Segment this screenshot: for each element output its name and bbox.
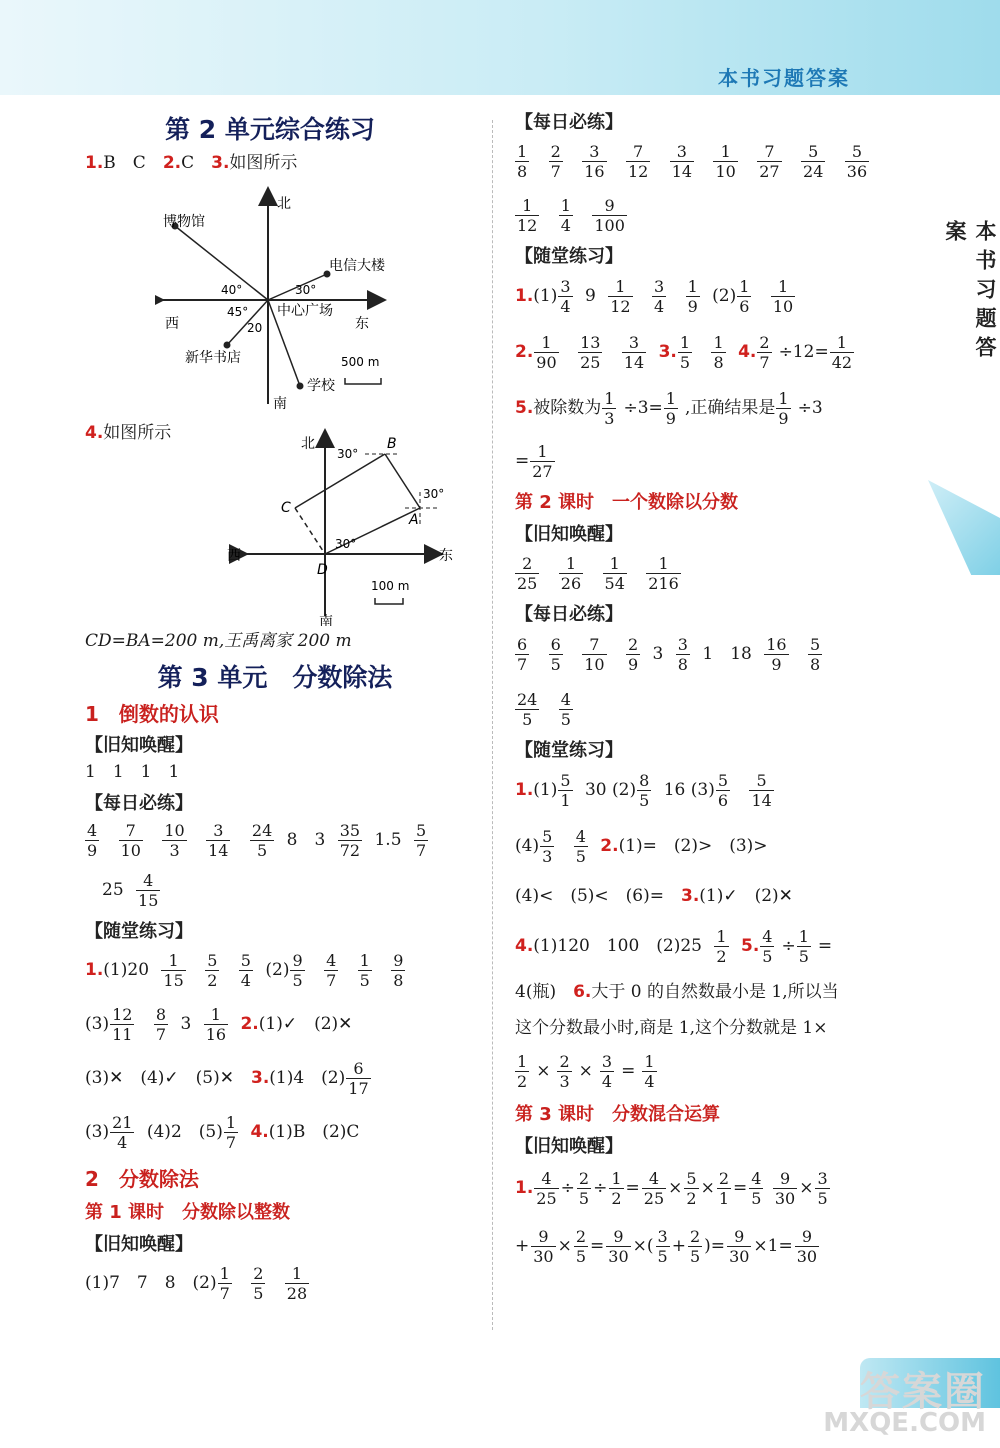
q-number: 5.: [741, 936, 760, 956]
fraction: $\frac{3}{14}$: [671, 142, 693, 181]
bookstore-point: [224, 342, 231, 349]
answer: ×: [578, 1061, 593, 1081]
fraction: $\frac{5}{24}$: [803, 142, 824, 181]
answer: +: [515, 1236, 530, 1256]
l2-daily-line2: [515, 682, 915, 736]
fraction: $\frac{1}{5}$: [359, 951, 370, 990]
answer: (1)= (2)> (3)>: [618, 836, 768, 856]
fraction: $\frac{1}{54}$: [604, 554, 625, 593]
s1-daily-line2: [85, 865, 485, 915]
answer: (3)✕ (4)✓ (5)✕: [85, 1068, 234, 1088]
answer: =: [625, 1178, 640, 1198]
fraction: $\frac{1}{2}$: [716, 927, 727, 966]
fraction: $\frac{3}{8}$: [677, 635, 688, 674]
fraction: $\frac{1}{16}$: [205, 1005, 227, 1044]
answer: 被除数为: [533, 398, 602, 418]
l2-class-line6: [515, 974, 915, 1010]
line-BA: [385, 454, 420, 508]
fraction: $\frac{7}{27}$: [759, 142, 780, 181]
page-header-band: [0, 0, 1000, 95]
l2-class-line1: [515, 762, 915, 818]
q-number: 1.: [515, 1178, 534, 1198]
q-number: 3.: [680, 886, 700, 906]
q-number: 3.: [658, 342, 677, 362]
fraction: $\frac{1}{2}$: [517, 1052, 528, 1091]
answer: (1): [533, 780, 558, 800]
fraction: $\frac{1}{216}$: [648, 554, 679, 593]
old-knowledge-label: 【旧知唤醒】: [515, 524, 623, 545]
fraction: $\frac{9}{30}$: [796, 1227, 818, 1266]
fraction: $\frac{5}{3}$: [542, 827, 553, 866]
answer: 25: [102, 880, 124, 900]
q-number: 2.: [515, 342, 534, 362]
q-number: 6.: [573, 982, 592, 1002]
s1-class-line3: [85, 1051, 485, 1105]
fraction: $\frac{5}{2}$: [686, 1169, 697, 1208]
answer: ×(: [632, 1236, 654, 1256]
fraction: $\frac{3}{14}$: [623, 333, 645, 372]
fraction: $\frac{9}{30}$: [729, 1227, 750, 1266]
answer: (4): [515, 836, 540, 856]
fraction: $\frac{2}{9}$: [627, 635, 639, 674]
fraction: $\frac{9}{30}$: [608, 1227, 629, 1266]
q-number: 4.: [515, 936, 534, 956]
point-A-label: A: [409, 512, 419, 528]
answer: ÷12=: [778, 342, 829, 362]
answer: =: [515, 451, 530, 471]
fraction: $\frac{1}{26}$: [560, 554, 582, 593]
l2-class-line7: 这个分数最小时,商是 1,这个分数就是 1×: [515, 1018, 828, 1038]
answer: 3: [314, 830, 326, 850]
answer: (2): [265, 960, 290, 980]
fraction: $\frac{1}{9}$: [778, 389, 789, 428]
answer: 4(瓶): [515, 982, 557, 1002]
fraction: $\frac{3}{5}$: [657, 1227, 668, 1266]
fraction: $\frac{5}{1}$: [560, 771, 571, 810]
fraction: $\frac{9}{100}$: [594, 196, 625, 235]
fraction: $\frac{24}{5}$: [517, 690, 538, 729]
fraction: $\frac{2}{5}$: [253, 1264, 264, 1303]
answer: =: [817, 936, 833, 956]
angle-label: 30°: [337, 447, 359, 461]
center-label: 中心广场: [277, 303, 333, 319]
cd-line: CD=BA=200 m,王禹离家 200 m: [85, 631, 352, 651]
answer: (2): [612, 780, 637, 800]
fraction: $\frac{2}{7}$: [759, 333, 770, 372]
fraction: $\frac{2}{5}$: [575, 1227, 587, 1266]
fraction: $\frac{3}{4}$: [653, 277, 665, 316]
answer: ×: [700, 1178, 715, 1198]
q-number: 1.: [85, 960, 104, 980]
answer: =: [733, 1178, 748, 1198]
fraction: $\frac{6}{17}$: [348, 1059, 369, 1098]
fraction: $\frac{1}{5}$: [679, 333, 691, 372]
fraction: $\frac{7}{12}$: [627, 142, 649, 181]
unit3-title: 第 3 单元 分数除法: [157, 663, 393, 692]
fraction: $\frac{1}{42}$: [831, 333, 853, 372]
section2-title: 2 分数除法: [85, 1167, 199, 1191]
old-knowledge-label: 【旧知唤醒】: [515, 1136, 623, 1157]
point-D-label: D: [317, 562, 328, 578]
answer: 1 18: [702, 644, 752, 664]
column-divider: [492, 120, 493, 1330]
answer: ,正确结果是: [684, 398, 776, 418]
fraction: $\frac{1}{10}$: [715, 142, 736, 181]
angle-20-label: 20: [247, 321, 263, 335]
fraction: $\frac{2}{3}$: [559, 1052, 570, 1091]
direction-diagram-2: [225, 426, 485, 626]
daily-practice-label: 【每日必练】: [85, 793, 193, 814]
fraction: $\frac{13}{25}$: [580, 333, 601, 372]
lesson2-title: 第 2 课时 一个数除以分数: [515, 492, 739, 513]
l2-daily-line1: [515, 626, 915, 682]
fraction: $\frac{3}{5}$: [817, 1169, 828, 1208]
fraction: $\frac{4}{9}$: [87, 821, 98, 860]
fraction: $\frac{21}{4}$: [112, 1113, 133, 1152]
north-label: 北: [277, 196, 291, 212]
watermark-url: MXQE.COM: [823, 1408, 986, 1438]
telecom-label: 电信大楼: [329, 258, 385, 274]
side-tab-label: 本书习题答案: [943, 220, 997, 365]
s1-daily-line1: [85, 815, 485, 865]
left-column: [85, 108, 485, 1310]
l2-class-line8: [515, 1046, 915, 1096]
right-column: [515, 108, 915, 1274]
fraction: $\frac{1}{12}$: [517, 196, 538, 235]
angle-30-label: 30°: [295, 283, 317, 297]
fraction: $\frac{5}{14}$: [751, 771, 772, 810]
l2-class-line4: [515, 918, 915, 974]
fraction: $\frac{9}{8}$: [393, 951, 404, 990]
fraction: $\frac{5}{2}$: [207, 951, 218, 990]
u2-answers-line: [85, 148, 485, 178]
q-number: 3.: [211, 153, 230, 173]
school-point: [297, 383, 304, 390]
fraction: $\frac{1}{27}$: [532, 442, 553, 481]
line-BC: [295, 454, 385, 508]
old-knowledge-label: 【旧知唤醒】: [85, 735, 193, 756]
fraction: $\frac{4}{5}$: [560, 690, 571, 729]
point-B-label: B: [387, 436, 397, 452]
answer: ÷: [781, 936, 796, 956]
answer: (1)✓ (2)✕: [699, 886, 793, 906]
class-practice-label: 【随堂练习】: [515, 740, 623, 761]
answer: B: [103, 153, 116, 173]
answer: 如图所示: [103, 423, 172, 443]
answer: ÷: [560, 1178, 575, 1198]
north-label: 北: [301, 436, 315, 452]
fraction: $\frac{5}{6}$: [717, 771, 729, 810]
s1-old-answers: 1 1 1 1: [85, 762, 180, 782]
scale-label: 100 m: [371, 579, 410, 593]
fraction: $\frac{8}{7}$: [155, 1005, 167, 1044]
answer: ×: [668, 1178, 683, 1198]
fraction: $\frac{5}{4}$: [240, 951, 251, 990]
r-class-line2: [515, 324, 915, 380]
angle-45-label: 45°: [227, 305, 249, 319]
fraction: $\frac{1}{8}$: [713, 333, 724, 372]
fraction: $\frac{1}{7}$: [219, 1264, 230, 1303]
class-practice-label: 【随堂练习】: [85, 921, 193, 942]
lesson3-title: 第 3 课时 分数混合运算: [515, 1104, 721, 1125]
angle-40-label: 40°: [221, 283, 243, 297]
lesson1-title: 第 1 课时 分数除以整数: [85, 1202, 291, 1223]
answer: (3): [690, 780, 715, 800]
point-C-label: C: [281, 500, 291, 516]
school-label: 学校: [307, 378, 335, 394]
fraction: $\frac{4}{25}$: [536, 1169, 557, 1208]
fraction: $\frac{9}{30}$: [774, 1169, 796, 1208]
scale-label: 500 m: [341, 355, 380, 369]
answer: (1)20: [103, 960, 150, 980]
fraction: $\frac{1}{4}$: [560, 196, 571, 235]
fraction: $\frac{4}{5}$: [762, 927, 773, 966]
direction-diagram-1: [155, 182, 475, 412]
answer: ÷3: [797, 398, 823, 418]
fraction: $\frac{1}{9}$: [687, 277, 698, 316]
l3-q1-line: [515, 1158, 915, 1218]
fraction: $\frac{1}{10}$: [772, 277, 794, 316]
watermark-logo: 答案圈: [860, 1369, 986, 1415]
fraction: $\frac{4}{7}$: [326, 951, 337, 990]
q-number: 3.: [250, 1068, 270, 1088]
q-number: 1.: [515, 780, 534, 800]
fraction: $\frac{9}{5}$: [292, 951, 303, 990]
fraction: $\frac{5}{7}$: [415, 821, 427, 860]
s1-class-line1: [85, 943, 485, 997]
fraction: $\frac{1}{7}$: [225, 1113, 237, 1152]
answer: )=: [704, 1236, 726, 1256]
answer: 1.5: [374, 830, 402, 850]
answer: 3: [180, 1014, 192, 1034]
line-CD: [295, 508, 325, 554]
r-class-line5b: [515, 436, 915, 486]
fraction: $\frac{5}{36}$: [846, 142, 868, 181]
scale-bar: [345, 378, 381, 384]
answer: (4)< (5)< (6)=: [515, 886, 664, 906]
angle-label: 30°: [335, 537, 357, 551]
fraction: $\frac{1}{28}$: [286, 1264, 308, 1303]
q-number: 1.: [515, 286, 534, 306]
fraction: $\frac{16}{9}$: [766, 635, 787, 674]
fraction: $\frac{35}{72}$: [339, 821, 361, 860]
east-label: 东: [355, 316, 369, 332]
fraction: $\frac{1}{5}$: [798, 927, 809, 966]
l2-old-line: [515, 546, 915, 600]
answer: ×: [799, 1178, 814, 1198]
section1-title: 1 倒数的认识: [85, 702, 219, 726]
q-number: 2.: [162, 153, 182, 173]
r-class-line1: [515, 268, 915, 324]
answer: ÷: [593, 1178, 608, 1198]
daily-practice-label: 【每日必练】: [515, 112, 623, 133]
answer: (3): [85, 1014, 110, 1034]
r-class-line5: [515, 380, 915, 436]
header-title: 本书习题答案: [718, 66, 850, 90]
museum-label: 博物馆: [163, 214, 205, 230]
l2-class-line2: [515, 818, 915, 874]
answer: =: [621, 1061, 636, 1081]
q-number: 2.: [240, 1014, 259, 1034]
fraction: $\frac{3}{4}$: [601, 1052, 613, 1091]
s1-class-line2: [85, 997, 485, 1051]
answer: 30: [584, 780, 607, 800]
unit2-title: 第 2 单元综合练习: [165, 115, 375, 144]
l2-class-line3: [515, 874, 915, 918]
fraction: $\frac{2}{5}$: [689, 1227, 701, 1266]
fraction: $\frac{8}{5}$: [639, 771, 650, 810]
fraction: $\frac{6}{7}$: [517, 635, 528, 674]
fraction: $\frac{6}{5}$: [550, 635, 561, 674]
fraction: $\frac{4}{15}$: [138, 871, 159, 910]
west-label: 西: [165, 316, 179, 332]
answer: ÷3=: [623, 398, 663, 418]
answer: 9: [584, 286, 596, 306]
answer: C: [132, 153, 146, 173]
fraction: $\frac{12}{11}$: [112, 1005, 133, 1044]
answer: (1)7 7 8 (2): [85, 1273, 217, 1293]
fraction: $\frac{1}{15}$: [163, 951, 184, 990]
side-stripe-decoration: [928, 480, 1000, 575]
fraction: $\frac{5}{8}$: [810, 635, 821, 674]
old-knowledge-label: 【旧知唤醒】: [85, 1234, 193, 1255]
answer: (2): [712, 286, 737, 306]
answer: 3: [652, 644, 664, 664]
fraction: $\frac{2}{25}$: [517, 554, 538, 593]
fraction: $\frac{4}{5}$: [575, 827, 586, 866]
r-daily-line2: [515, 188, 915, 242]
fraction: $\frac{1}{3}$: [604, 389, 615, 428]
fraction: $\frac{1}{12}$: [610, 277, 631, 316]
answer: (1)120 100 (2)25: [533, 936, 702, 956]
q-number: 1.: [85, 153, 104, 173]
answer: (1): [533, 286, 558, 306]
daily-practice-label: 【每日必练】: [515, 604, 623, 625]
fraction: $\frac{7}{10}$: [584, 635, 605, 674]
fraction: $\frac{4}{5}$: [751, 1169, 762, 1208]
q-number: 4.: [250, 1122, 269, 1142]
fraction: $\frac{2}{7}$: [550, 142, 561, 181]
answer: (4)2 (5): [146, 1122, 223, 1142]
fraction: $\frac{2}{1}$: [718, 1169, 730, 1208]
fraction: $\frac{1}{2}$: [611, 1169, 622, 1208]
answer: 16: [663, 780, 686, 800]
answer: (3): [85, 1122, 110, 1142]
fraction: $\frac{3}{14}$: [208, 821, 229, 860]
answer: (1)4 (2): [269, 1068, 346, 1088]
fraction: $\frac{24}{5}$: [251, 821, 273, 860]
answer: ×: [536, 1061, 551, 1081]
west-label: 西: [227, 548, 241, 564]
south-label: 南: [273, 396, 287, 412]
answer: ×: [557, 1236, 572, 1256]
fraction: $\frac{7}{10}$: [120, 821, 141, 860]
fraction: $\frac{1}{9}$: [665, 389, 676, 428]
fraction: $\frac{3}{4}$: [560, 277, 571, 316]
fraction: $\frac{1}{90}$: [536, 333, 557, 372]
answer: 8: [286, 830, 298, 850]
answer: (1)B (2)C: [268, 1122, 360, 1142]
answer: 如图所示: [229, 153, 298, 173]
answer: C: [181, 153, 195, 173]
lesson1-old-line: [85, 1256, 485, 1310]
east-label: 东: [439, 548, 453, 564]
q-number: 2.: [600, 836, 619, 856]
fraction: $\frac{1}{4}$: [644, 1052, 655, 1091]
south-label: 南: [319, 614, 333, 626]
s1-class-line4: [85, 1105, 485, 1159]
fraction: $\frac{10}{3}$: [164, 821, 185, 860]
l3-q2-line: [515, 1218, 915, 1274]
q-number: 5.: [515, 398, 534, 418]
answer: ×1=: [753, 1236, 793, 1256]
angle-label: 30°: [423, 487, 445, 501]
q-number: 4.: [738, 342, 757, 362]
q-number: 4.: [85, 423, 104, 443]
fraction: $\frac{1}{8}$: [517, 142, 528, 181]
scale-bar: [375, 598, 403, 604]
bookstore-label: 新华书店: [185, 350, 241, 366]
r-daily-line1: [515, 134, 915, 188]
fraction: $\frac{9}{30}$: [533, 1227, 554, 1266]
class-practice-label: 【随堂练习】: [515, 246, 623, 267]
answer: =: [590, 1236, 605, 1256]
answer: (1)✓ (2)✕: [258, 1014, 353, 1034]
answer: +: [671, 1236, 686, 1256]
fraction: $\frac{1}{6}$: [739, 277, 750, 316]
fraction: $\frac{3}{16}$: [584, 142, 605, 181]
answer: 大于 0 的自然数最小是 1,所以当: [591, 982, 839, 1002]
fraction: $\frac{4}{25}$: [643, 1169, 665, 1208]
fraction: $\frac{2}{5}$: [578, 1169, 590, 1208]
